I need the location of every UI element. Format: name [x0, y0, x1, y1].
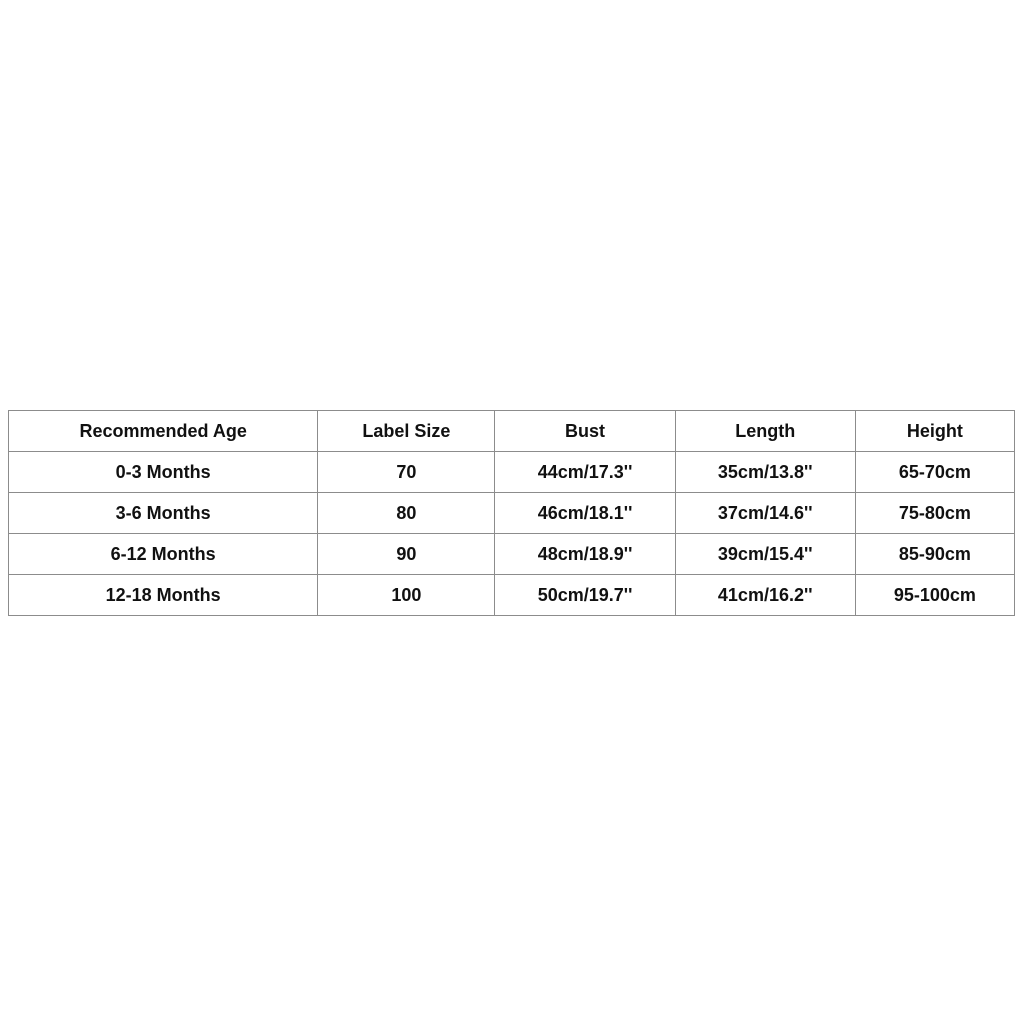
header-recommended-age: Recommended Age [9, 411, 318, 452]
cell-bust: 50cm/19.7'' [495, 575, 675, 616]
cell-length: 35cm/13.8'' [675, 452, 855, 493]
cell-recommended-age: 12-18 Months [9, 575, 318, 616]
cell-length: 37cm/14.6'' [675, 493, 855, 534]
cell-height: 75-80cm [855, 493, 1014, 534]
table-row [9, 452, 1015, 493]
header-label-size: Label Size [318, 411, 495, 452]
cell-bust: 46cm/18.1'' [495, 493, 675, 534]
cell-height: 65-70cm [855, 452, 1014, 493]
cell-label-size: 100 [318, 575, 495, 616]
table-row [9, 534, 1015, 575]
cell-recommended-age: 3-6 Months [9, 493, 318, 534]
cell-recommended-age: 6-12 Months [9, 534, 318, 575]
cell-length: 39cm/15.4'' [675, 534, 855, 575]
table-row [9, 575, 1015, 616]
cell-bust: 44cm/17.3'' [495, 452, 675, 493]
cell-label-size: 90 [318, 534, 495, 575]
cell-label-size: 80 [318, 493, 495, 534]
header-height: Height [855, 411, 1014, 452]
cell-height: 95-100cm [855, 575, 1014, 616]
cell-height: 85-90cm [855, 534, 1014, 575]
table-header-row [9, 411, 1015, 452]
cell-label-size: 70 [318, 452, 495, 493]
cell-length: 41cm/16.2'' [675, 575, 855, 616]
size-chart-table [8, 410, 1015, 616]
table-row [9, 493, 1015, 534]
header-bust: Bust [495, 411, 675, 452]
cell-bust: 48cm/18.9'' [495, 534, 675, 575]
cell-recommended-age: 0-3 Months [9, 452, 318, 493]
header-length: Length [675, 411, 855, 452]
